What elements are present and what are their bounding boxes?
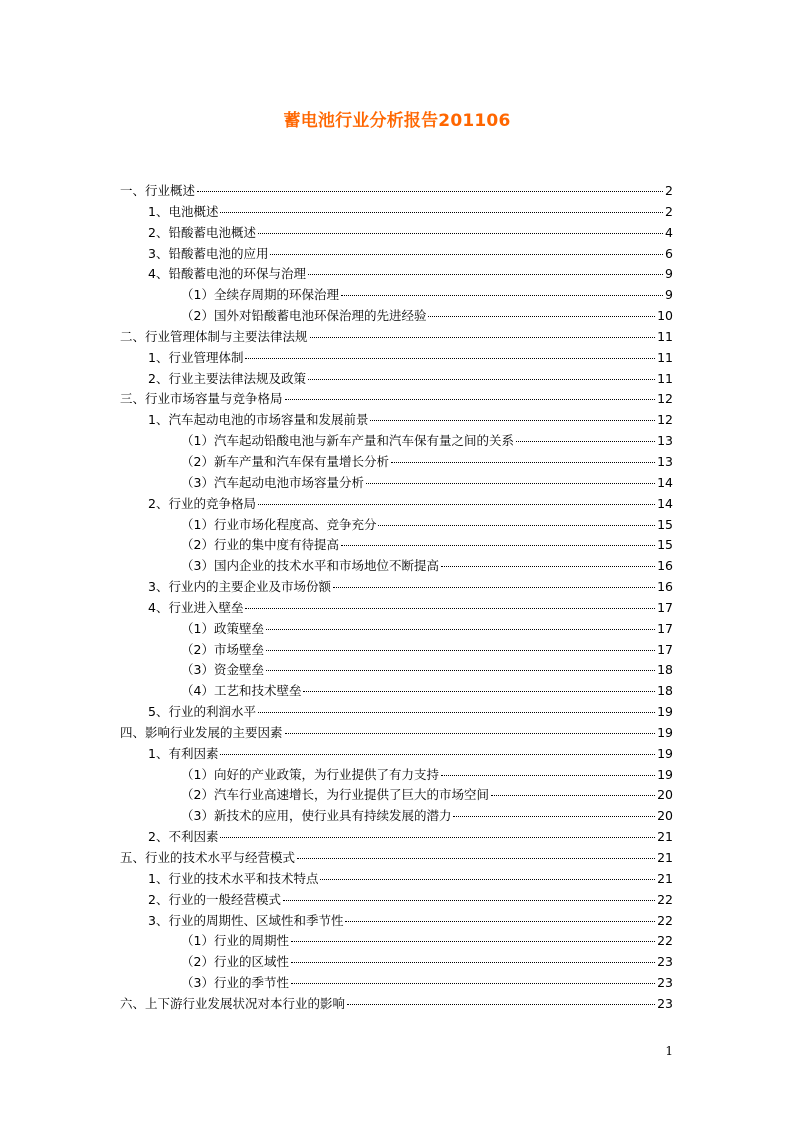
toc-dot-leader	[220, 754, 655, 755]
toc-page-number: 2	[665, 203, 673, 219]
toc-entry[interactable]	[120, 306, 673, 327]
toc-page-number: 16	[657, 558, 673, 574]
toc-entry[interactable]	[120, 598, 673, 619]
toc-page-number: 19	[657, 766, 673, 782]
toc-entry-text: （2）汽车行业高速增长，为行业提供了巨大的市场空间	[181, 787, 489, 803]
toc-page-number: 17	[657, 620, 673, 636]
toc-entry-text: 2、铅酸蓄电池概述	[148, 224, 256, 240]
toc-entry[interactable]	[120, 994, 673, 1015]
toc-entry-text: 五、行业的技术水平与经营模式	[120, 850, 296, 865]
toc-entry-text: （1）汽车起动铅酸电池与新车产量和汽车保有量之间的关系	[181, 433, 514, 449]
toc-dot-leader	[245, 608, 655, 609]
toc-page-number: 10	[657, 308, 673, 324]
toc-page-number: 2	[665, 183, 673, 198]
toc-entry-text: 2、行业的一般经营模式	[148, 891, 281, 907]
toc-entry[interactable]	[120, 869, 673, 890]
toc-page-number: 14	[657, 474, 673, 490]
toc-entry[interactable]	[120, 723, 673, 744]
toc-entry-text: （3）资金壁垒	[181, 662, 264, 678]
toc-entry-text: 二、行业管理体制与主要法律法规	[120, 328, 308, 344]
toc-page-number: 23	[657, 995, 673, 1011]
toc-entry-text: 4、行业进入壁垒	[148, 599, 244, 615]
toc-dot-leader	[245, 358, 655, 359]
toc-page-number: 22	[657, 933, 673, 949]
toc-dot-leader	[266, 650, 655, 651]
toc-dot-leader	[378, 525, 655, 526]
toc-entry-text: 1、汽车起动电池的市场容量和发展前景	[148, 412, 369, 428]
toc-dot-leader	[285, 733, 656, 734]
toc-dot-leader	[220, 212, 663, 213]
toc-page-number: 9	[665, 266, 673, 282]
toc-entry[interactable]	[120, 264, 673, 285]
toc-page-number: 4	[665, 224, 673, 240]
toc-entry-text: 四、影响行业发展的主要因素	[120, 724, 283, 740]
toc-entry-text: 三、行业市场容量与竞争格局	[120, 391, 283, 407]
toc-entry[interactable]	[120, 452, 673, 473]
toc-dot-leader	[370, 420, 655, 421]
toc-entry-text: （1）行业市场化程度高、竞争充分	[181, 516, 377, 532]
toc-entry[interactable]	[120, 890, 673, 911]
toc-dot-leader	[283, 900, 655, 901]
toc-dot-leader	[291, 941, 655, 942]
toc-dot-leader	[441, 775, 655, 776]
toc-entry-text: 2、行业的竞争格局	[148, 495, 256, 511]
toc-page-number: 20	[657, 787, 673, 803]
toc-entry-text: 3、行业内的主要企业及市场份额	[148, 579, 331, 595]
toc-entry-text: 2、行业主要法律法规及政策	[148, 370, 306, 386]
toc-dot-leader	[347, 1004, 655, 1005]
toc-entry[interactable]	[120, 806, 673, 827]
table-of-contents	[120, 181, 673, 1015]
toc-page-number: 17	[657, 599, 673, 615]
toc-dot-leader	[366, 483, 655, 484]
toc-dot-leader	[491, 795, 655, 796]
page-number: 1	[665, 1044, 673, 1058]
toc-entry[interactable]	[120, 202, 673, 223]
toc-entry[interactable]	[120, 327, 673, 348]
toc-entry-text: （2）市场壁垒	[181, 641, 264, 657]
toc-entry[interactable]	[120, 556, 673, 577]
toc-entry[interactable]	[120, 369, 673, 390]
toc-entry[interactable]	[120, 223, 673, 244]
toc-dot-leader	[266, 629, 655, 630]
toc-entry-text: 2、不利因素	[148, 829, 219, 845]
toc-entry[interactable]	[120, 744, 673, 765]
toc-dot-leader	[441, 566, 655, 567]
toc-page-number: 9	[665, 287, 673, 303]
toc-dot-leader	[345, 921, 655, 922]
toc-page-number: 11	[657, 349, 673, 365]
toc-entry[interactable]	[120, 660, 673, 681]
toc-entry[interactable]	[120, 535, 673, 556]
toc-dot-leader	[258, 712, 655, 713]
toc-entry[interactable]	[120, 348, 673, 369]
toc-entry-text: （3）新技术的应用，使行业具有持续发展的潜力	[181, 808, 452, 824]
toc-entry[interactable]	[120, 765, 673, 786]
toc-entry-text: 1、电池概述	[148, 203, 219, 219]
toc-dot-leader	[197, 191, 663, 192]
toc-entry-text: 3、行业的周期性、区域性和季节性	[148, 912, 344, 928]
toc-entry[interactable]	[120, 389, 673, 410]
toc-page-number: 17	[657, 641, 673, 657]
toc-page-number: 6	[665, 245, 673, 261]
toc-entry[interactable]	[120, 285, 673, 306]
toc-entry-text: （2）新车产量和汽车保有量增长分析	[181, 453, 389, 469]
toc-page-number: 18	[657, 662, 673, 678]
toc-entry-text: （3）汽车起动电池市场容量分析	[181, 474, 364, 490]
toc-entry-text: 一、行业概述	[120, 183, 196, 198]
toc-entry[interactable]	[120, 515, 673, 536]
toc-entry-text: 1、有利因素	[148, 745, 219, 761]
document-title: 蓄电池行业分析报告201106	[283, 111, 511, 131]
toc-entry[interactable]	[120, 473, 673, 494]
toc-dot-leader	[303, 691, 655, 692]
toc-dot-leader	[310, 337, 656, 338]
toc-page-number: 12	[657, 391, 673, 407]
toc-entry[interactable]	[120, 410, 673, 431]
toc-page-number: 16	[657, 579, 673, 595]
toc-entry[interactable]	[120, 785, 673, 806]
toc-page-number: 15	[657, 537, 673, 553]
toc-dot-leader	[341, 545, 655, 546]
toc-entry[interactable]	[120, 952, 673, 973]
toc-page-number: 15	[657, 516, 673, 532]
toc-entry-text: 1、行业管理体制	[148, 349, 244, 365]
toc-entry-text: 1、行业的技术水平和技术特点	[148, 870, 319, 886]
toc-page-number: 13	[657, 433, 673, 449]
toc-page-number: 19	[657, 745, 673, 761]
toc-page-number: 22	[657, 912, 673, 928]
toc-page-number: 22	[657, 891, 673, 907]
toc-entry-text: 4、铅酸蓄电池的环保与治理	[148, 266, 306, 282]
toc-page-number: 12	[657, 412, 673, 428]
toc-entry[interactable]	[120, 827, 673, 848]
toc-dot-leader	[285, 399, 656, 400]
toc-entry[interactable]	[120, 244, 673, 265]
toc-page-number: 14	[657, 495, 673, 511]
toc-entry-text: 3、铅酸蓄电池的应用	[148, 245, 269, 261]
toc-dot-leader	[291, 983, 655, 984]
toc-dot-leader	[428, 316, 655, 317]
toc-entry-text: （3）行业的季节性	[181, 975, 289, 991]
toc-entry[interactable]	[120, 577, 673, 598]
toc-entry-text: （1）向好的产业政策，为行业提供了有力支持	[181, 766, 439, 782]
toc-entry[interactable]	[120, 640, 673, 661]
toc-page-number: 13	[657, 453, 673, 469]
toc-entry[interactable]	[120, 181, 673, 202]
toc-entry-text: （4）工艺和技术壁垒	[181, 683, 302, 699]
toc-page-number: 21	[657, 829, 673, 845]
toc-dot-leader	[391, 462, 655, 463]
toc-dot-leader	[270, 254, 663, 255]
toc-dot-leader	[297, 858, 655, 859]
toc-page-number: 21	[657, 870, 673, 886]
toc-page-number: 23	[657, 954, 673, 970]
toc-dot-leader	[308, 379, 655, 380]
toc-page-number: 20	[657, 808, 673, 824]
toc-entry[interactable]	[120, 848, 673, 869]
toc-dot-leader	[291, 962, 655, 963]
toc-entry-text: （3）国内企业的技术水平和市场地位不断提高	[181, 558, 439, 574]
toc-entry-text: （1）政策壁垒	[181, 620, 264, 636]
toc-dot-leader	[258, 504, 655, 505]
toc-dot-leader	[453, 816, 655, 817]
toc-dot-leader	[308, 274, 663, 275]
toc-page-number: 19	[657, 704, 673, 720]
toc-page-number: 21	[657, 850, 673, 865]
toc-entry[interactable]	[120, 494, 673, 515]
toc-entry-text: （1）全续存周期的环保治理	[181, 287, 339, 303]
toc-dot-leader	[341, 295, 663, 296]
toc-page-number: 19	[657, 724, 673, 740]
toc-entry[interactable]	[120, 681, 673, 702]
toc-entry[interactable]	[120, 931, 673, 952]
toc-entry-text: 5、行业的利润水平	[148, 704, 256, 720]
toc-dot-leader	[320, 879, 655, 880]
toc-entry[interactable]	[120, 973, 673, 994]
toc-dot-leader	[333, 587, 655, 588]
toc-entry[interactable]	[120, 619, 673, 640]
toc-page-number: 11	[657, 328, 673, 344]
toc-dot-leader	[258, 233, 663, 234]
toc-entry[interactable]	[120, 911, 673, 932]
toc-page-number: 18	[657, 683, 673, 699]
toc-page-number: 23	[657, 975, 673, 991]
toc-entry-text: （2）国外对铅酸蓄电池环保治理的先进经验	[181, 308, 427, 324]
toc-page-number: 11	[657, 370, 673, 386]
toc-entry[interactable]	[120, 702, 673, 723]
toc-entry-text: （2）行业的区域性	[181, 954, 289, 970]
toc-entry-text: （2）行业的集中度有待提高	[181, 537, 339, 553]
toc-entry-text: （1）行业的周期性	[181, 933, 289, 949]
toc-dot-leader	[220, 837, 655, 838]
toc-dot-leader	[266, 670, 655, 671]
toc-entry[interactable]	[120, 431, 673, 452]
toc-entry-text: 六、上下游行业发展状况对本行业的影响	[120, 995, 346, 1011]
toc-dot-leader	[516, 441, 655, 442]
